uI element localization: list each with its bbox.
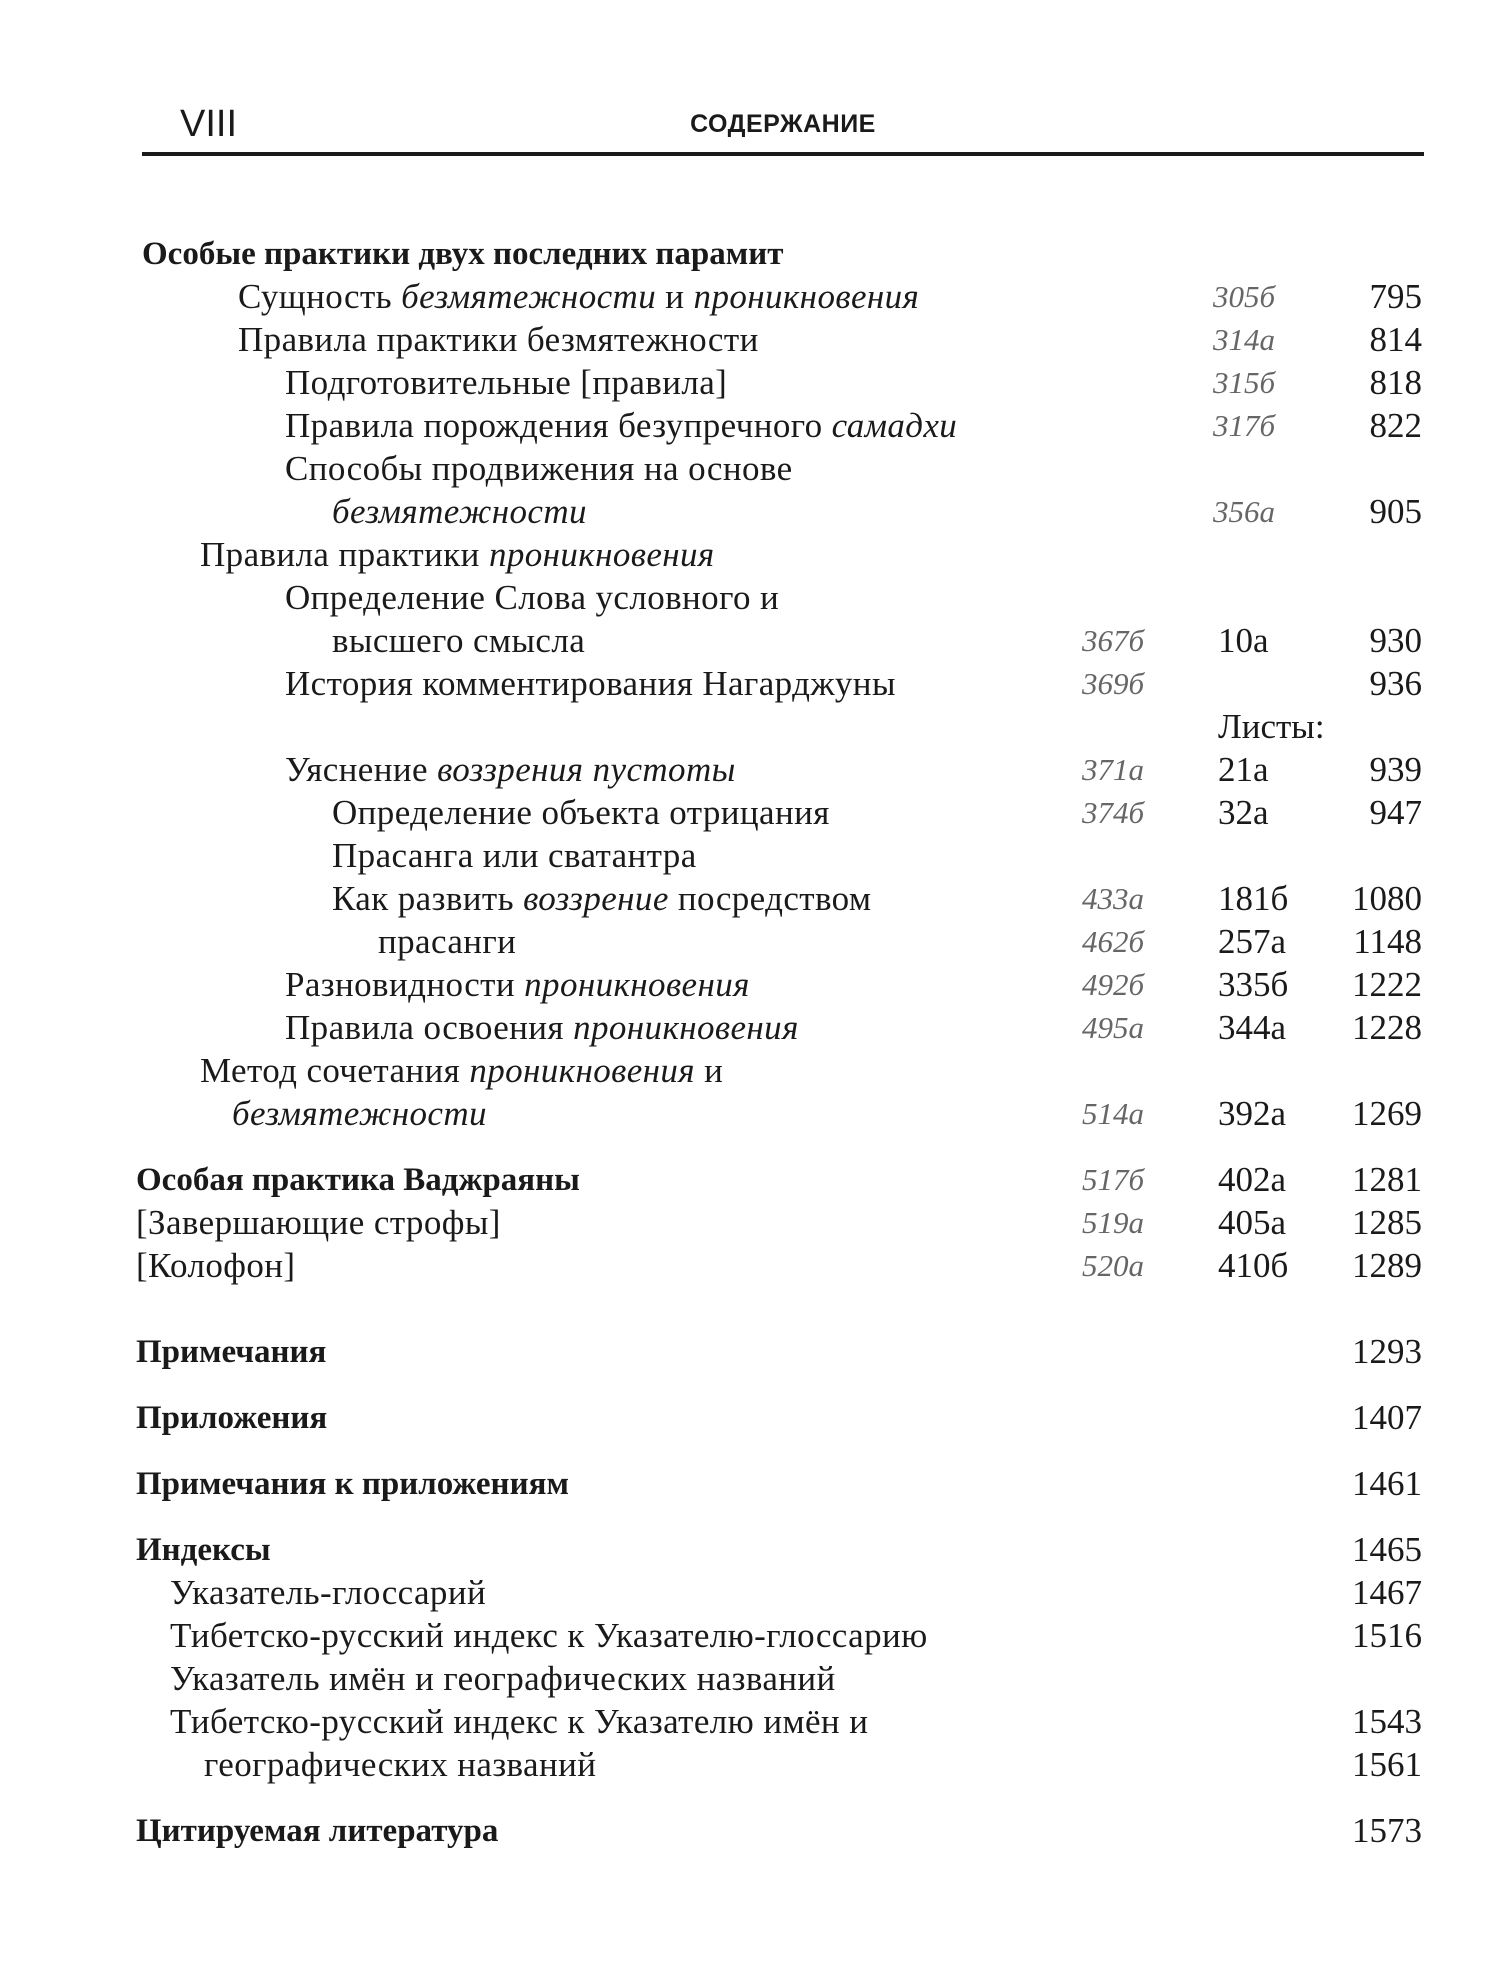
toc-entry-title [142, 232, 783, 276]
page-ref: 1516 [1352, 1616, 1422, 1655]
title-text: Разновидности [285, 965, 525, 1004]
page-ref: 1269 [1352, 1094, 1422, 1133]
page-ref: 1281 [1352, 1160, 1422, 1199]
title-text: Уяснение [285, 750, 438, 789]
page-ref: 1222 [1352, 965, 1422, 1004]
italic-term: самадхи [831, 406, 958, 445]
italic-term: безмятежности [401, 277, 657, 316]
toc-row [0, 1571, 1510, 1615]
title-text: Тибетско-русский индекс к Указателю-глоссарию [170, 1616, 928, 1655]
folio-ref: 514а [1082, 1096, 1144, 1131]
title-text: Как развить [332, 879, 524, 918]
toc-entry-title [332, 619, 585, 663]
page-ref: 905 [1369, 492, 1422, 531]
toc-entry-title [136, 1330, 326, 1374]
toc-row [0, 1049, 1510, 1093]
toc-entry-title [232, 1092, 487, 1136]
title-text: Указатель-глоссарий [170, 1573, 487, 1612]
toc-entry-title [200, 1049, 723, 1093]
page-ref: 936 [1369, 664, 1422, 703]
title-text: Определение объекта отрицания [332, 793, 830, 832]
page-ref: 1289 [1352, 1246, 1422, 1285]
italic-term: воззрения пустоты [437, 750, 736, 789]
toc-entry-title [136, 1244, 295, 1288]
page-ref: 1228 [1352, 1008, 1422, 1047]
folio-ref: 433а [1082, 881, 1144, 916]
title-text: Правила практики [200, 535, 489, 574]
italic-term: проникновения [524, 965, 750, 1004]
title-text: Указатель имён и географических названий [170, 1659, 836, 1698]
italic-term: проникновения [573, 1008, 799, 1047]
page-ref: 1573 [1352, 1811, 1422, 1850]
page-ref: 818 [1369, 363, 1422, 402]
toc-row [0, 447, 1510, 491]
italic-term: проникновения [469, 1051, 695, 1090]
title-text: Метод сочетания [200, 1051, 470, 1090]
header-rule [142, 152, 1424, 156]
page-number: VIII [180, 103, 238, 145]
toc-row [0, 1614, 1510, 1658]
page-ref: 939 [1369, 750, 1422, 789]
title-text: Особая практика Ваджраяны [136, 1162, 580, 1198]
toc-entry-title [332, 490, 587, 534]
toc-row [0, 1657, 1510, 1701]
folio-ref: 371а [1082, 752, 1144, 787]
toc-entry-title [136, 1809, 498, 1853]
toc-entry-title [170, 1657, 836, 1701]
sheet-ref: 32а [1218, 793, 1269, 832]
page-ref: 1465 [1352, 1530, 1422, 1569]
toc-row [0, 1092, 1510, 1136]
toc-entry-title [136, 1158, 580, 1202]
folio-ref: 367б [1082, 623, 1145, 658]
italic-term: воззрение [523, 879, 669, 918]
folio-ref-alt: 305б [1213, 279, 1276, 314]
toc-row [0, 662, 1510, 706]
folio-ref-alt: 317б [1213, 408, 1276, 443]
toc-entry-title [170, 1614, 928, 1658]
toc-row [0, 1809, 1510, 1853]
title-text: Индексы [136, 1532, 271, 1568]
page-ref: 822 [1369, 406, 1422, 445]
page-ref: 1293 [1352, 1332, 1422, 1371]
page-ref: 947 [1369, 793, 1422, 832]
toc-entry-title [136, 1528, 271, 1572]
title-text: Приложения [136, 1400, 328, 1436]
toc-row [0, 1396, 1510, 1440]
title-text: Определение Слова условного и [285, 578, 780, 617]
title-text: Правила практики безмятежности [238, 320, 759, 359]
title-text: Сущность [238, 277, 402, 316]
italic-term: безмятежности [332, 492, 587, 531]
toc-entry-title [285, 576, 779, 620]
italic-term: проникновения [693, 277, 920, 316]
title-text: Подготовительные [правила] [285, 363, 728, 402]
title-text: посредством [668, 879, 872, 918]
title-text: Правила освоения [285, 1008, 574, 1047]
title-text: Тибетско-русский индекс к Указателю имён и [170, 1702, 869, 1741]
title-text: и [694, 1051, 724, 1090]
toc-entry-title [332, 834, 697, 878]
toc-entry-title [285, 1006, 799, 1050]
toc-entry-title [285, 361, 727, 405]
toc-entry-title [170, 1571, 486, 1615]
title-text: Правила порождения безупречного [285, 406, 832, 445]
toc-row [0, 533, 1510, 577]
title-text: Особые практики двух последних парамит [142, 236, 784, 272]
toc-row [0, 834, 1510, 878]
toc-entry-title [285, 748, 736, 792]
toc-entry-title [378, 920, 516, 964]
toc-row [0, 275, 1510, 319]
title-text: и [656, 277, 694, 316]
toc-row [0, 232, 1510, 276]
sheet-ref: 344а [1218, 1008, 1287, 1047]
title-text: Прасанга или сватантра [332, 836, 697, 875]
italic-term: безмятежности [232, 1094, 487, 1133]
toc-entry-title [136, 1201, 501, 1245]
folio-ref: 495а [1082, 1010, 1144, 1045]
folio-ref-alt: 314а [1213, 322, 1275, 357]
title-text: [Колофон] [136, 1246, 296, 1285]
sheet-ref: 10а [1218, 621, 1269, 660]
page-ref: 1467 [1352, 1573, 1422, 1612]
italic-term: проникновения [488, 535, 715, 574]
page-ref: 1561 [1352, 1745, 1422, 1784]
toc-row [0, 1743, 1510, 1787]
toc-row [0, 1006, 1510, 1050]
folio-ref: 519а [1082, 1205, 1144, 1240]
toc-entry-title [238, 318, 759, 362]
page-ref: 1080 [1352, 879, 1422, 918]
page-ref: 1285 [1352, 1203, 1422, 1242]
toc-row [0, 361, 1510, 405]
toc-row [0, 705, 1510, 749]
toc-entry-title [285, 447, 793, 491]
folio-ref-alt: 356а [1213, 494, 1275, 529]
folio-ref: 462б [1082, 924, 1145, 959]
toc-row [0, 404, 1510, 448]
toc-row [0, 576, 1510, 620]
title-text: прасанги [378, 922, 517, 961]
sheet-ref: 181б [1218, 879, 1289, 918]
toc-row [0, 490, 1510, 534]
folio-ref: 520а [1082, 1248, 1144, 1283]
title-text: высшего смысла [332, 621, 586, 660]
running-header [142, 102, 1424, 152]
page-ref: 930 [1369, 621, 1422, 660]
page-title: СОДЕРЖАНИЕ [690, 110, 876, 138]
toc-row [0, 1244, 1510, 1288]
title-text: Примечания к приложениям [136, 1466, 569, 1502]
sheet-ref: 21а [1218, 750, 1269, 789]
title-text: географических названий [204, 1745, 597, 1784]
toc-entry-title [285, 662, 896, 706]
folio-ref-alt: 315б [1213, 365, 1276, 400]
folio-ref: 369б [1082, 666, 1145, 701]
toc-entry-title [332, 877, 871, 921]
page-ref: 814 [1369, 320, 1422, 359]
toc-row [0, 1462, 1510, 1506]
title-text: Способы продвижения на основе [285, 449, 793, 488]
toc-row [0, 1201, 1510, 1245]
sheet-ref: 405а [1218, 1203, 1287, 1242]
toc-entry-title [332, 791, 830, 835]
toc-row [0, 791, 1510, 835]
page-ref: 1543 [1352, 1702, 1422, 1741]
sheet-ref: 257а [1218, 922, 1287, 961]
sheet-ref: 392а [1218, 1094, 1287, 1133]
toc-entry-title [170, 1700, 868, 1744]
sheet-ref: 335б [1218, 965, 1289, 1004]
toc-entry-title [285, 404, 957, 448]
toc-row [0, 1330, 1510, 1374]
title-text: Цитируемая литература [136, 1813, 499, 1849]
toc-entry-title [285, 963, 750, 1007]
sheet-ref: 402а [1218, 1160, 1287, 1199]
sheet-ref: Листы: [1218, 707, 1325, 746]
toc-row [0, 1700, 1510, 1744]
folio-ref: 517б [1082, 1162, 1145, 1197]
page-ref: 795 [1369, 277, 1422, 316]
toc-row [0, 748, 1510, 792]
toc-row [0, 877, 1510, 921]
toc-row [0, 963, 1510, 1007]
folio-ref: 374б [1082, 795, 1145, 830]
toc-entry-title [238, 275, 919, 319]
title-text: История комментирования Нагарджуны [285, 664, 896, 703]
sheet-ref: 410б [1218, 1246, 1289, 1285]
toc-row [0, 619, 1510, 663]
page-ref: 1461 [1352, 1464, 1422, 1503]
toc-row [0, 318, 1510, 362]
page-ref: 1148 [1353, 922, 1422, 961]
page-ref: 1407 [1352, 1398, 1422, 1437]
toc-entry-title [204, 1743, 596, 1787]
toc-row [0, 1158, 1510, 1202]
toc-row [0, 920, 1510, 964]
toc-entry-title [136, 1396, 327, 1440]
folio-ref: 492б [1082, 967, 1145, 1002]
toc-entry-title [200, 533, 715, 577]
title-text: [Завершающие строфы] [136, 1203, 501, 1242]
toc-entry-title [136, 1462, 569, 1506]
toc-row [0, 1528, 1510, 1572]
title-text: Примечания [136, 1334, 327, 1370]
